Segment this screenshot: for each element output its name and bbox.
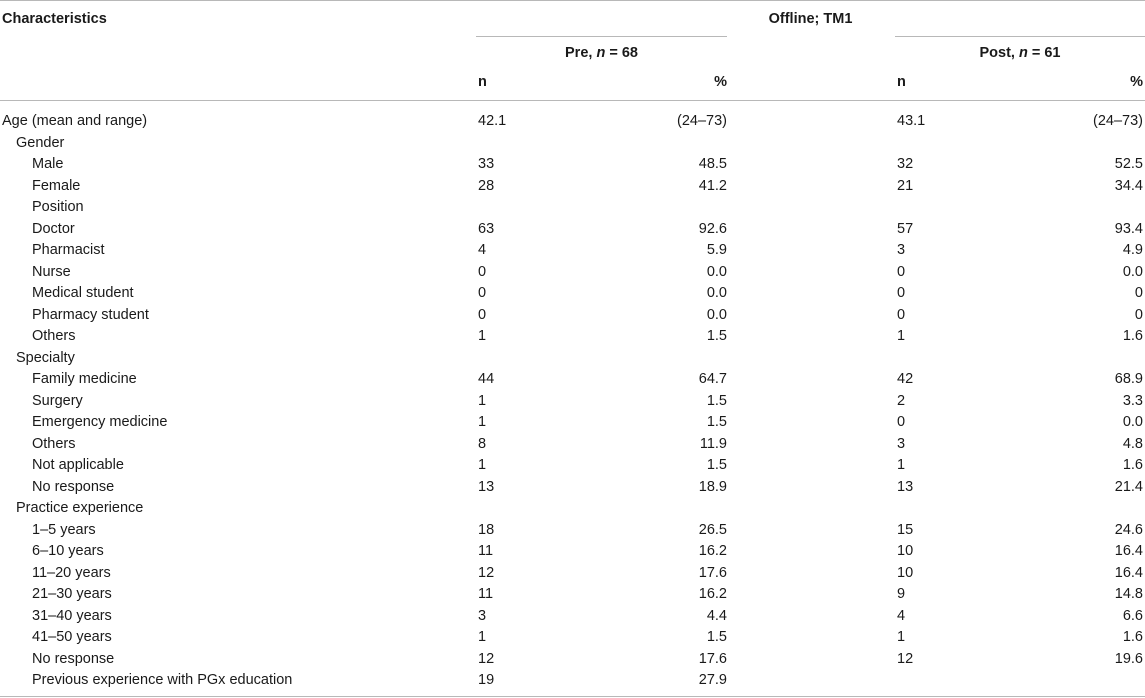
row-label: Family medicine	[32, 371, 137, 387]
row-label: Surgery	[32, 392, 83, 409]
row-label: Previous experience with PGx education	[32, 672, 293, 688]
post-n-cell: 10	[897, 564, 914, 581]
row-label: 21–30 years	[32, 586, 112, 602]
pre-pct-cell: 0.0	[706, 263, 727, 280]
row-label: No response	[32, 478, 115, 495]
row-label: Medical student	[32, 285, 134, 301]
row-label: Specialty	[16, 349, 75, 366]
row-label: 1–5 years	[32, 521, 96, 538]
top-rule	[0, 0, 1145, 1]
pre-pct-cell: 1.5	[706, 328, 727, 344]
pre-header	[476, 44, 727, 62]
post-pct-cell: 52.5	[1114, 156, 1143, 172]
post-pct-cell: 1.6	[1122, 629, 1143, 645]
pre-pct-cell: 5.9	[706, 242, 727, 258]
post-n-italic: n	[1018, 45, 1028, 61]
pre-n-cell: 8	[478, 435, 487, 452]
post-pct-cell: 19.6	[1114, 650, 1143, 667]
row-label: Emergency medicine	[32, 414, 168, 430]
post-pct-cell: 68.9	[1114, 371, 1143, 387]
pre-n-cell: 1	[478, 414, 487, 430]
post-pct-cell: 21.4	[1114, 478, 1143, 495]
pre-n-cell: 4	[478, 242, 487, 258]
pre-n-cell: 1	[478, 392, 487, 409]
post-n-cell: 1	[897, 457, 906, 473]
post-pct-cell: 0	[1134, 285, 1143, 301]
pre-n-cell: 12	[478, 650, 495, 667]
post-pct-cell: 14.8	[1114, 586, 1143, 602]
pre-pct-cell: (24–73)	[677, 113, 727, 129]
row-label: Not applicable	[32, 457, 124, 473]
header-bottom-rule	[0, 100, 1145, 101]
pre-pct-cell: 26.5	[698, 521, 727, 538]
pre-pct-cell: 4.4	[706, 607, 727, 624]
pre-pct-cell: 1.5	[706, 629, 727, 645]
post-pct-cell: 6.6	[1122, 607, 1143, 624]
pre-n-cell: 63	[478, 220, 495, 237]
row-label: No response	[32, 650, 115, 667]
row-label: Male	[32, 156, 64, 172]
post-header	[895, 44, 1145, 62]
pre-n-italic: n	[596, 45, 606, 61]
pre-n-cell: 3	[478, 607, 487, 624]
post-n-cell: 21	[897, 177, 914, 194]
pre-pct-cell: 1.5	[706, 392, 727, 409]
row-label: Age (mean and range)	[2, 113, 148, 129]
pre-pct-cell: 48.5	[698, 156, 727, 172]
pre-n-cell: 1	[478, 457, 487, 473]
pre-pct-cell: 1.5	[706, 457, 727, 473]
post-n-cell: 0	[897, 285, 906, 301]
post-pct-cell: 4.9	[1122, 242, 1143, 258]
pre-n-cell: 11	[478, 543, 494, 559]
post-n-cell: 32	[897, 156, 914, 172]
pre-pct-cell: 16.2	[698, 586, 727, 602]
post-pct-cell: 4.8	[1122, 435, 1143, 452]
row-label: Female	[32, 177, 81, 194]
row-label: Gender	[16, 134, 65, 151]
post-pct-cell: 3.3	[1122, 392, 1143, 409]
pre-n-cell: 19	[478, 672, 495, 688]
pre-n-cell: 1	[478, 629, 487, 645]
row-label: Position	[32, 199, 84, 215]
pre-pct-cell: 41.2	[698, 177, 727, 194]
post-n-cell: 57	[897, 220, 914, 237]
post-n-cell: 4	[897, 607, 906, 624]
post-pct-cell: 0	[1134, 306, 1143, 323]
post-n-cell: 12	[897, 650, 914, 667]
pre-n-cell: 11	[478, 586, 494, 602]
row-label: Nurse	[32, 263, 71, 280]
pre-pct-cell: 1.5	[706, 414, 727, 430]
post-pct-cell: 0.0	[1122, 414, 1143, 430]
post-pct-cell: 24.6	[1114, 521, 1143, 538]
pre-n-value: = 68	[605, 45, 638, 61]
row-label: 11–20 years	[32, 564, 111, 581]
row-label: 31–40 years	[32, 607, 112, 624]
post-pct-cell: 93.4	[1114, 220, 1143, 237]
post-n-cell: 2	[897, 392, 906, 409]
post-n-value: = 61	[1027, 45, 1061, 61]
post-n-cell: 9	[897, 586, 906, 602]
post-n-cell: 10	[897, 543, 914, 559]
pre-pct-cell: 17.6	[698, 564, 727, 581]
pre-pct-col-header: %	[714, 74, 727, 90]
pre-pct-cell: 92.6	[698, 220, 727, 237]
row-label: Others	[32, 328, 76, 344]
pre-n-col-header: n	[478, 74, 487, 90]
post-pct-cell: (24–73)	[1093, 113, 1143, 129]
row-label: Pharmacist	[32, 242, 105, 258]
pre-pct-cell: 11.9	[699, 435, 727, 452]
pre-group-rule	[476, 36, 727, 37]
post-n-cell: 15	[897, 521, 914, 538]
pre-pct-cell: 18.9	[698, 478, 727, 495]
pre-n-cell: 18	[478, 521, 495, 538]
post-n-cell: 0	[897, 414, 906, 430]
post-n-cell: 0	[897, 306, 906, 323]
pre-n-cell: 28	[478, 177, 495, 194]
post-n-cell: 42	[897, 371, 914, 387]
row-label: Practice experience	[16, 500, 144, 516]
pre-pct-cell: 16.2	[698, 543, 727, 559]
post-n-cell: 0	[897, 263, 906, 280]
pre-n-cell: 0	[478, 285, 487, 301]
bottom-rule	[0, 696, 1145, 697]
post-pct-cell: 16.4	[1114, 564, 1143, 581]
pre-n-cell: 42.1	[478, 113, 507, 129]
post-pct-cell: 34.4	[1114, 177, 1143, 194]
post-n-cell: 1	[897, 328, 906, 344]
post-n-cell: 3	[897, 435, 906, 452]
row-label: 6–10 years	[32, 543, 104, 559]
post-n-col-header: n	[897, 74, 906, 90]
pre-pct-cell: 64.7	[698, 371, 727, 387]
post-pct-cell: 16.4	[1114, 543, 1143, 559]
pre-n-cell: 44	[478, 371, 495, 387]
pre-n-cell: 13	[478, 478, 495, 495]
post-n-cell: 3	[897, 242, 906, 258]
pre-pct-cell: 27.9	[698, 672, 727, 688]
pre-n-cell: 12	[478, 564, 495, 581]
pre-pct-cell: 17.6	[698, 650, 727, 667]
post-group-rule	[895, 36, 1145, 37]
pre-pct-cell: 0.0	[706, 306, 727, 323]
row-label: Pharmacy student	[32, 306, 149, 323]
post-pct-cell: 0.0	[1122, 263, 1143, 280]
pre-n-cell: 1	[478, 328, 487, 344]
pre-n-cell: 33	[478, 156, 495, 172]
characteristics-header: Characteristics	[2, 11, 107, 27]
row-label: Others	[32, 435, 76, 452]
pre-n-cell: 0	[478, 306, 487, 323]
pre-label: Pre,	[565, 45, 597, 61]
post-pct-cell: 1.6	[1122, 457, 1143, 473]
post-label: Post,	[979, 45, 1019, 61]
post-n-cell: 43.1	[897, 113, 926, 129]
post-n-cell: 1	[897, 629, 906, 645]
pre-n-cell: 0	[478, 263, 487, 280]
post-n-cell: 13	[897, 478, 914, 495]
post-pct-cell: 1.6	[1122, 328, 1143, 344]
group-header: Offline; TM1	[768, 11, 853, 27]
row-label: 41–50 years	[32, 629, 112, 645]
row-label: Doctor	[32, 220, 75, 237]
post-pct-col-header: %	[1130, 74, 1143, 90]
pre-pct-cell: 0.0	[706, 285, 727, 301]
